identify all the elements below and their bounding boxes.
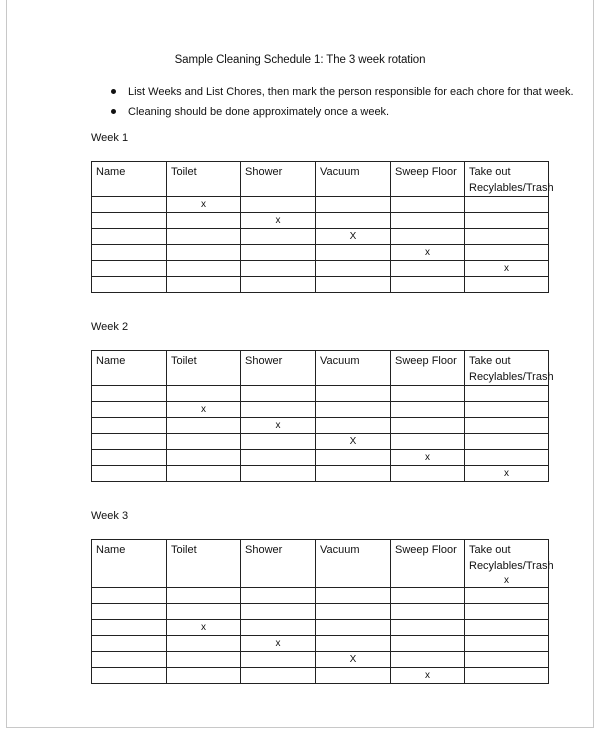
column-header-label: Shower [245, 166, 283, 178]
cell-toilet[interactable]: x [167, 620, 241, 636]
cell-take-out-trash[interactable] [465, 450, 549, 466]
cell-take-out-trash[interactable] [465, 418, 549, 434]
cell-vacuum[interactable]: X [316, 229, 391, 245]
cell-toilet[interactable] [167, 588, 241, 604]
table-row [92, 588, 549, 604]
column-header-label: Name [96, 544, 126, 556]
table-row [92, 434, 549, 450]
table-row [92, 418, 549, 434]
column-header-name [92, 162, 167, 197]
cell-toilet[interactable] [167, 261, 241, 277]
column-header-take-out-trash [465, 540, 554, 588]
cell-take-out-trash[interactable]: x [465, 466, 549, 482]
column-header-take-out-trash [465, 162, 554, 197]
cell-take-out-trash[interactable] [465, 620, 549, 636]
cell-vacuum[interactable] [316, 402, 391, 418]
cell-toilet[interactable]: x [167, 197, 241, 213]
cell-shower[interactable] [241, 245, 316, 261]
cell-name[interactable] [92, 261, 167, 277]
cell-toilet[interactable] [167, 434, 241, 450]
cell-name[interactable] [92, 418, 167, 434]
column-header-label: Sweep Floor [395, 355, 457, 367]
cell-vacuum[interactable] [316, 245, 391, 261]
cell-sweep-floor[interactable]: x [391, 450, 465, 466]
document-page [6, 0, 594, 728]
column-header-label: Vacuum [320, 166, 360, 178]
table-row [92, 620, 549, 636]
cell-name[interactable] [92, 386, 167, 402]
cell-name[interactable] [92, 402, 167, 418]
cell-vacuum[interactable] [316, 588, 391, 604]
cell-vacuum[interactable] [316, 466, 391, 482]
cell-toilet[interactable] [167, 450, 241, 466]
cell-toilet[interactable] [167, 386, 241, 402]
instruction-list [111, 82, 574, 122]
cell-sweep-floor[interactable] [391, 261, 465, 277]
cell-sweep-floor[interactable] [391, 402, 465, 418]
table-header-row [92, 351, 549, 386]
cell-take-out-trash[interactable] [465, 386, 549, 402]
cell-vacuum[interactable] [316, 636, 391, 652]
cell-shower[interactable] [241, 450, 316, 466]
cell-sweep-floor[interactable] [391, 213, 465, 229]
table-row [92, 386, 549, 402]
cell-take-out-trash[interactable] [465, 604, 549, 620]
instruction-item [111, 82, 574, 102]
schedule-table [91, 161, 554, 293]
cell-vacuum[interactable] [316, 213, 391, 229]
cell-name[interactable] [92, 434, 167, 450]
cell-take-out-trash[interactable] [465, 245, 549, 261]
cell-sweep-floor[interactable] [391, 386, 465, 402]
cell-name[interactable] [92, 604, 167, 620]
cell-toilet[interactable] [167, 213, 241, 229]
cell-take-out-trash[interactable] [465, 652, 549, 668]
cell-toilet[interactable] [167, 668, 241, 684]
cell-toilet[interactable]: x [167, 402, 241, 418]
table-row [92, 466, 549, 482]
column-header-shower [241, 540, 316, 588]
cell-vacuum[interactable] [316, 604, 391, 620]
cell-take-out-trash[interactable] [465, 668, 549, 684]
column-header-sweep-floor [391, 162, 465, 197]
cell-sweep-floor[interactable]: x [391, 245, 465, 261]
cell-take-out-trash[interactable] [465, 402, 549, 418]
column-header-label: Toilet [171, 544, 197, 556]
column-header-label: Name [96, 355, 126, 367]
cell-sweep-floor[interactable] [391, 620, 465, 636]
table-row [92, 604, 549, 620]
column-header-sweep-floor [391, 540, 465, 588]
cell-shower[interactable]: x [241, 418, 316, 434]
cell-name[interactable] [92, 636, 167, 652]
cell-shower[interactable] [241, 466, 316, 482]
column-header-label: Take out Recylables/Trash [469, 355, 554, 383]
cell-toilet[interactable] [167, 636, 241, 652]
column-header-label: Sweep Floor [395, 166, 457, 178]
cell-name[interactable] [92, 466, 167, 482]
column-header-label: Sweep Floor [395, 544, 457, 556]
table-row [92, 668, 549, 684]
column-header-toilet [167, 540, 241, 588]
cell-sweep-floor[interactable] [391, 229, 465, 245]
instruction-text: List Weeks and List Chores, then mark the person responsible for each chore for that week. [128, 86, 574, 98]
cell-vacuum[interactable]: X [316, 652, 391, 668]
cell-shower[interactable] [241, 197, 316, 213]
cell-vacuum[interactable] [316, 418, 391, 434]
table-row [92, 652, 549, 668]
table-row [92, 229, 549, 245]
cell-sweep-floor[interactable]: x [391, 668, 465, 684]
cell-vacuum[interactable] [316, 261, 391, 277]
cell-shower[interactable] [241, 229, 316, 245]
cell-shower[interactable] [241, 277, 316, 293]
cell-toilet[interactable] [167, 418, 241, 434]
cell-sweep-floor[interactable] [391, 466, 465, 482]
cell-shower[interactable] [241, 668, 316, 684]
cell-name[interactable] [92, 213, 167, 229]
cell-toilet[interactable] [167, 277, 241, 293]
instruction-item [111, 102, 574, 122]
column-header-label: Toilet [171, 355, 197, 367]
table-row [92, 450, 549, 466]
cell-sweep-floor[interactable] [391, 604, 465, 620]
table-row [92, 636, 549, 652]
table-row [92, 402, 549, 418]
cell-take-out-trash[interactable] [465, 636, 549, 652]
cell-name[interactable] [92, 229, 167, 245]
column-header-sweep-floor [391, 351, 465, 386]
column-header-label: Take out Recylables/Trash [469, 544, 554, 572]
schedule-table [91, 350, 554, 482]
table-row [92, 277, 549, 293]
cell-take-out-trash[interactable] [465, 213, 549, 229]
cell-name[interactable] [92, 450, 167, 466]
column-header-take-out-trash [465, 351, 554, 386]
column-header-label: Name [96, 166, 126, 178]
cell-shower[interactable] [241, 434, 316, 450]
cell-sweep-floor[interactable] [391, 277, 465, 293]
table-row [92, 261, 549, 277]
table-header-row [92, 162, 549, 197]
column-header-vacuum [316, 540, 391, 588]
cell-shower[interactable] [241, 652, 316, 668]
column-header-name [92, 540, 167, 588]
cell-name[interactable] [92, 652, 167, 668]
column-header-label: Vacuum [320, 544, 360, 556]
cell-shower[interactable]: x [241, 213, 316, 229]
assignment-mark: x [504, 575, 509, 586]
cell-take-out-trash[interactable]: x [465, 261, 549, 277]
column-header-vacuum [316, 351, 391, 386]
column-header-label: Toilet [171, 166, 197, 178]
cell-take-out-trash[interactable] [465, 434, 549, 450]
cell-shower[interactable] [241, 620, 316, 636]
week-label: Week 2 [91, 321, 129, 333]
page-title: Sample Cleaning Schedule 1: The 3 week rotation [174, 54, 426, 66]
instruction-text: Cleaning should be done approximately once a week. [128, 106, 390, 118]
cell-take-out-trash[interactable] [465, 229, 549, 245]
cell-shower[interactable]: x [241, 636, 316, 652]
cell-take-out-trash[interactable] [465, 588, 549, 604]
table-header-row [92, 540, 549, 588]
cell-toilet[interactable] [167, 466, 241, 482]
week-label: Week 3 [91, 510, 129, 522]
cell-name[interactable] [92, 245, 167, 261]
cell-shower[interactable] [241, 604, 316, 620]
cell-vacuum[interactable] [316, 450, 391, 466]
column-header-name [92, 351, 167, 386]
column-header-label: Vacuum [320, 355, 360, 367]
cell-vacuum[interactable] [316, 620, 391, 636]
cell-vacuum[interactable] [316, 277, 391, 293]
table-row [92, 245, 549, 261]
table-row [92, 213, 549, 229]
cell-shower[interactable] [241, 261, 316, 277]
cell-sweep-floor[interactable] [391, 418, 465, 434]
bullet-icon [111, 109, 116, 114]
column-header-shower [241, 162, 316, 197]
cell-toilet[interactable] [167, 245, 241, 261]
cell-toilet[interactable] [167, 229, 241, 245]
column-header-label: Take out Recylables/Trash [469, 166, 554, 194]
cell-vacuum[interactable]: X [316, 434, 391, 450]
week-label: Week 1 [91, 132, 129, 144]
cell-sweep-floor[interactable] [391, 588, 465, 604]
bullet-icon [111, 89, 116, 94]
column-header-shower [241, 351, 316, 386]
cell-name[interactable] [92, 588, 167, 604]
column-header-vacuum [316, 162, 391, 197]
column-header-label: Shower [245, 355, 283, 367]
cell-shower[interactable] [241, 402, 316, 418]
cell-toilet[interactable] [167, 604, 241, 620]
column-header-toilet [167, 351, 241, 386]
cell-sweep-floor[interactable] [391, 652, 465, 668]
cell-vacuum[interactable] [316, 197, 391, 213]
column-header-label: Shower [245, 544, 283, 556]
column-header-toilet [167, 162, 241, 197]
schedule-table [91, 539, 554, 684]
cell-sweep-floor[interactable] [391, 636, 465, 652]
cell-shower[interactable] [241, 386, 316, 402]
cell-take-out-trash[interactable] [465, 197, 549, 213]
cell-shower[interactable] [241, 588, 316, 604]
cell-name[interactable] [92, 620, 167, 636]
cell-name[interactable] [92, 668, 167, 684]
table-row [92, 197, 549, 213]
cell-name[interactable] [92, 277, 167, 293]
cell-toilet[interactable] [167, 652, 241, 668]
cell-sweep-floor[interactable] [391, 197, 465, 213]
cell-sweep-floor[interactable] [391, 434, 465, 450]
cell-vacuum[interactable] [316, 386, 391, 402]
cell-take-out-trash[interactable] [465, 277, 549, 293]
cell-vacuum[interactable] [316, 668, 391, 684]
cell-name[interactable] [92, 197, 167, 213]
